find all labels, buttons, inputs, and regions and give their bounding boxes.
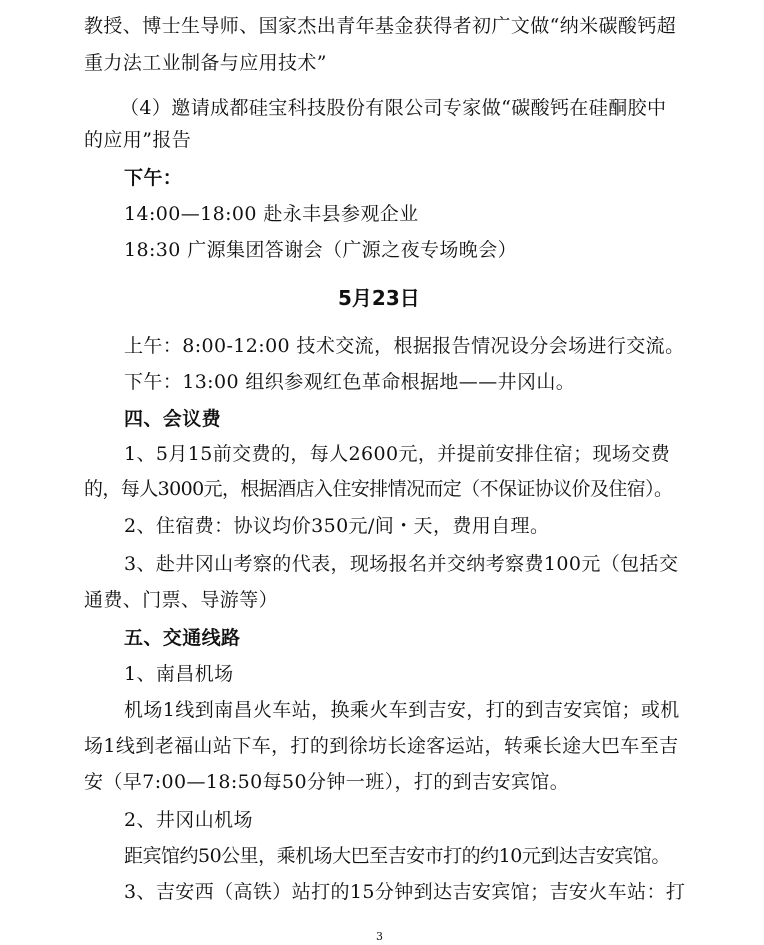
- text-line: 下午：13:00 组织参观红色革命根据地——井冈山。: [124, 371, 576, 393]
- page-number: 3: [376, 930, 383, 943]
- text-line: 的应用”报告: [84, 129, 192, 151]
- text-line: 场1线到老福山站下车，打的到徐坊长途客运站，转乘长途大巴车至吉: [84, 735, 679, 757]
- text-line: 2、井冈山机场: [124, 809, 253, 831]
- text-line: 的，每人3000元，根据酒店入住安排情况而定（不保证协议价及住宿）。: [84, 478, 673, 500]
- section-heading-meeting-fee: 四、会议费: [124, 408, 222, 430]
- date-heading: 5月23日: [338, 286, 420, 310]
- text-line: 距宾馆约50公里，乘机场大巴至吉安市打的约10元到达吉安宾馆。: [124, 845, 670, 867]
- text-line: 3、赴井冈山考察的代表，现场报名并交纳考察费100元（包括交: [124, 553, 679, 575]
- text-line: 14:00—18:00 赴永丰县参观企业: [124, 203, 419, 225]
- text-line: 18:30 广源集团答谢会（广源之夜专场晚会）: [124, 239, 517, 261]
- section-subheading-afternoon: 下午：: [124, 167, 183, 189]
- text-line: 上午：8:00-12:00 技术交流，根据报告情况设分会场进行交流。: [124, 335, 685, 357]
- text-line: 教授、博士生导师、国家杰出青年基金获得者初广文做“纳米碳酸钙超: [84, 15, 677, 37]
- text-line: 重力法工业制备与应用技术”: [84, 52, 327, 74]
- text-line: 安（早7:00—18:50每50分钟一班），打的到吉安宾馆。: [84, 771, 570, 793]
- text-line: （4）邀请成都硅宝科技股份有限公司专家做“碳酸钙在硅酮胶中: [120, 97, 667, 119]
- text-line: 2、住宿费：协议均价350元/间・天，费用自理。: [124, 515, 550, 537]
- text-line: 通费、门票、导游等）: [84, 589, 279, 611]
- text-line: 1、5月15前交费的，每人2600元，并提前安排住宿；现场交费: [124, 443, 671, 465]
- section-heading-transport: 五、交通线路: [124, 627, 241, 649]
- text-line: 1、南昌机场: [124, 663, 234, 685]
- text-line: 机场1线到南昌火车站，换乘火车到吉安，打的到吉安宾馆；或机: [124, 699, 680, 721]
- text-line: 3、吉安西（高铁）站打的15分钟到达吉安宾馆；吉安火车站：打: [124, 881, 686, 903]
